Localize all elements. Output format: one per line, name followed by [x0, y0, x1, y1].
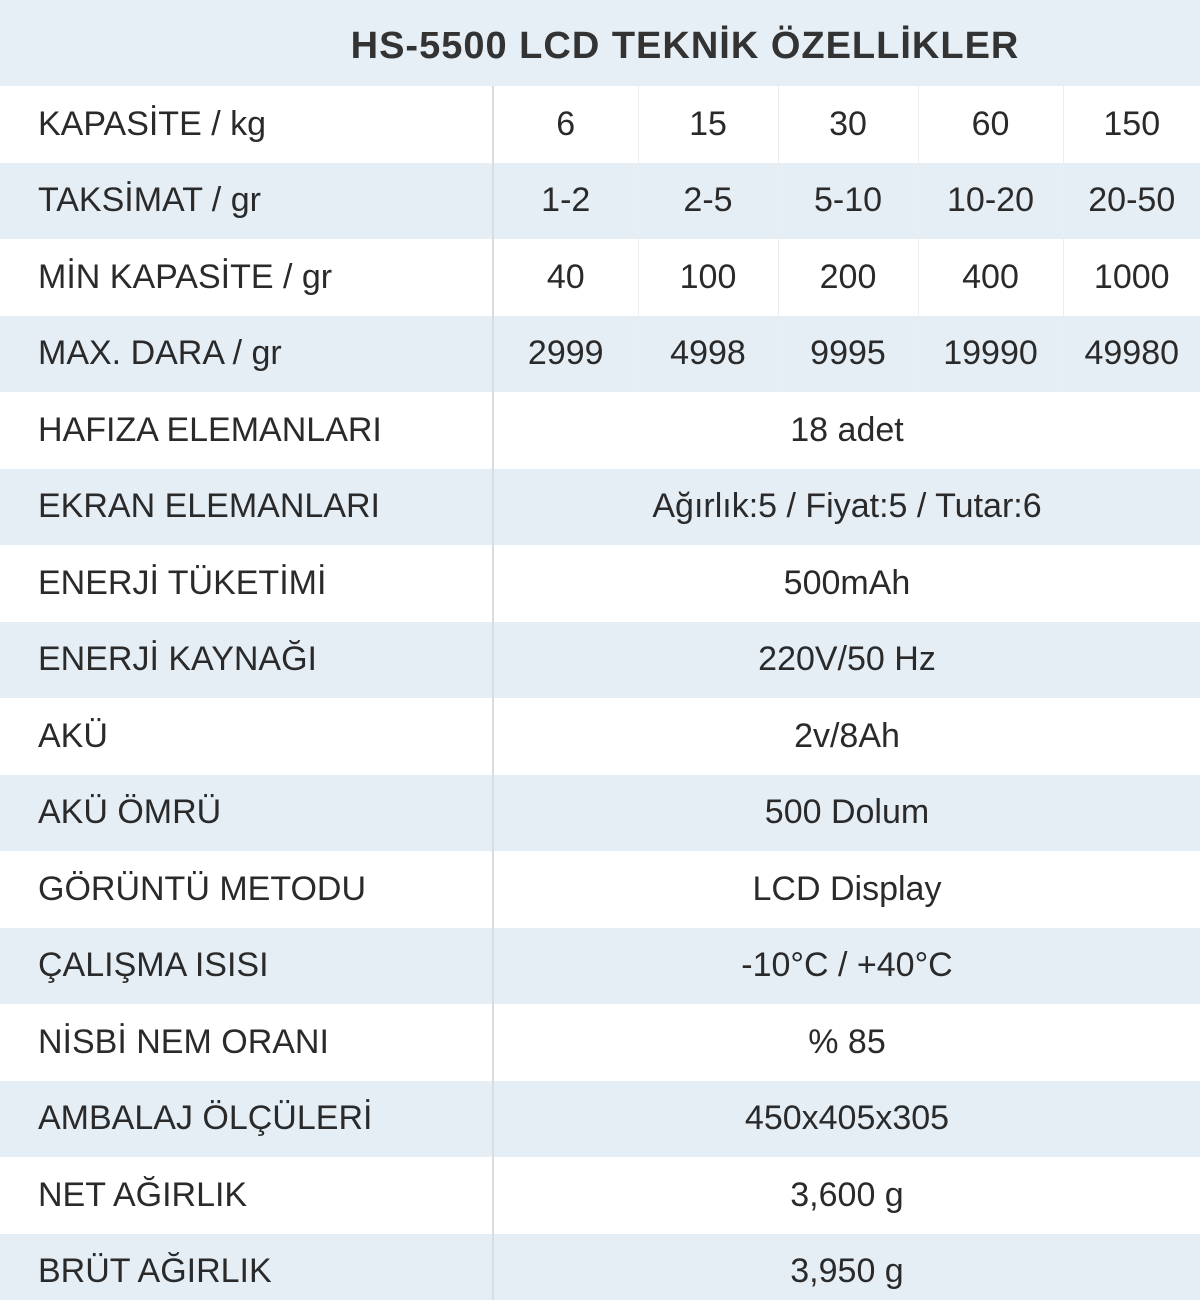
table-row: [0, 469, 1200, 546]
table-row: [0, 1081, 1200, 1158]
row-label: HAFIZA ELEMANLARI: [0, 392, 493, 469]
row-value: 9995: [778, 316, 918, 393]
row-label: NİSBİ NEM ORANI: [0, 1004, 493, 1081]
row-value: 450x405x305: [744, 1099, 950, 1138]
title-bar: [0, 0, 1200, 86]
table-row: [0, 545, 1200, 622]
row-value: 18 adet: [790, 410, 904, 449]
row-value: 150: [1103, 104, 1161, 143]
row-value: -10°C / +40°C: [741, 946, 953, 985]
row-value: 10-20: [918, 163, 1063, 240]
table-row: [0, 86, 1200, 163]
table-row: [0, 239, 1200, 316]
row-value: 49980: [1084, 334, 1180, 373]
table-row: [0, 1234, 1200, 1300]
table-row: [0, 928, 1200, 1005]
row-value: 19990: [918, 316, 1063, 393]
row-value: 200: [778, 239, 918, 316]
row-label: ENERJİ KAYNAĞI: [0, 622, 493, 699]
row-value: 400: [918, 239, 1063, 316]
row-value: 3,950 g: [790, 1252, 904, 1291]
row-value: 1-2: [493, 163, 638, 240]
row-value: 30: [778, 86, 918, 163]
row-label: NET AĞIRLIK: [0, 1157, 493, 1234]
row-label: ÇALIŞMA ISISI: [0, 928, 493, 1005]
table-row: [0, 1157, 1200, 1234]
table-row: [0, 316, 1200, 393]
row-value: 15: [638, 86, 778, 163]
table-row: [0, 1004, 1200, 1081]
row-label: MAX. DARA / gr: [0, 316, 493, 393]
row-value: 40: [493, 239, 638, 316]
row-label: KAPASİTE / kg: [0, 86, 493, 163]
table-row: [0, 392, 1200, 469]
row-value: LCD Display: [752, 869, 942, 908]
spec-table: [0, 86, 1200, 1300]
table-row: [0, 698, 1200, 775]
row-value: 6: [493, 86, 638, 163]
row-value: 220V/50 Hz: [758, 640, 936, 679]
table-row: [0, 851, 1200, 928]
row-label: ENERJİ TÜKETİMİ: [0, 545, 493, 622]
row-value: 3,600 g: [790, 1175, 904, 1214]
page-title: HS-5500 LCD TEKNİK ÖZELLİKLER: [350, 24, 1020, 67]
row-label: AMBALAJ ÖLÇÜLERİ: [0, 1081, 493, 1158]
row-value: 20-50: [1088, 181, 1176, 220]
row-label: GÖRÜNTÜ METODU: [0, 851, 493, 928]
row-value: 5-10: [778, 163, 918, 240]
row-value: 500 Dolum: [764, 793, 930, 832]
row-value: 500mAh: [783, 563, 911, 602]
row-value: 4998: [638, 316, 778, 393]
row-value: 2-5: [638, 163, 778, 240]
row-value: 1000: [1093, 257, 1170, 296]
row-value: 100: [638, 239, 778, 316]
row-value: Ağırlık:5 / Fiyat:5 / Tutar:6: [652, 487, 1042, 526]
table-row: [0, 163, 1200, 240]
table-row: [0, 622, 1200, 699]
table-row: [0, 775, 1200, 852]
row-label: BRÜT AĞIRLIK: [0, 1234, 493, 1300]
row-value: 2v/8Ah: [794, 716, 900, 755]
row-label: AKÜ: [0, 698, 493, 775]
row-label: TAKSİMAT / gr: [0, 163, 493, 240]
row-label: MİN KAPASİTE / gr: [0, 239, 493, 316]
row-value: 2999: [493, 316, 638, 393]
row-value: % 85: [808, 1022, 886, 1061]
row-label: EKRAN ELEMANLARI: [0, 469, 493, 546]
row-label: AKÜ ÖMRÜ: [0, 775, 493, 852]
row-value: 60: [918, 86, 1063, 163]
